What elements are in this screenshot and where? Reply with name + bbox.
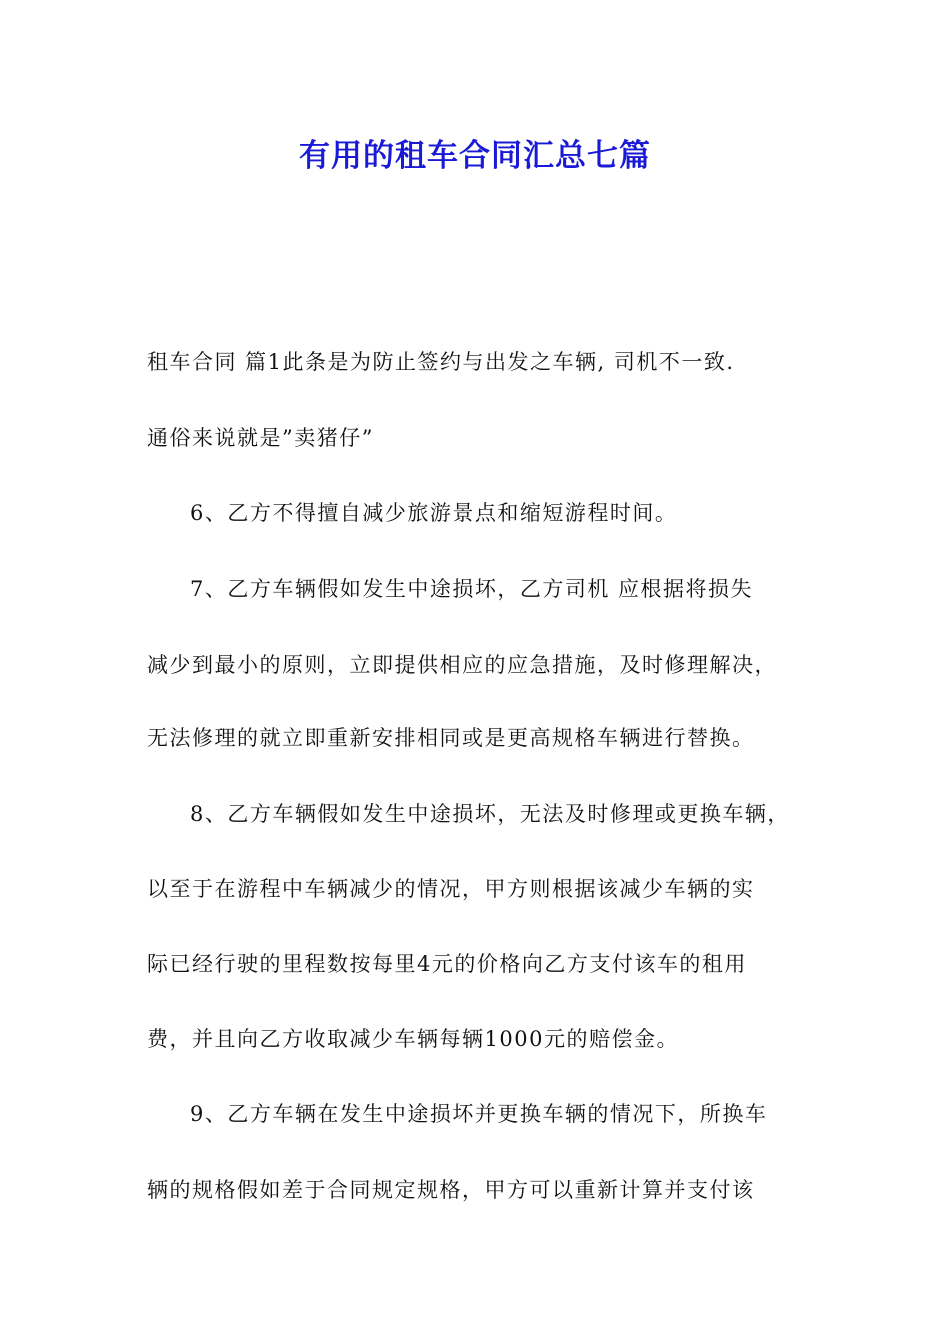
document-title: 有用的租车合同汇总七篇 (299, 138, 651, 174)
paragraph-line: 9、乙方车辆在发生中途损坏并更换车辆的情况下，所换车 (190, 1102, 768, 1126)
paragraph-line: 通俗来说就是”卖猪仔” (147, 426, 374, 450)
paragraph-line: 减少到最小的原则，立即提供相应的应急措施，及时修理解决， (147, 653, 777, 677)
paragraph-line: 8、乙方车辆假如发生中途损坏，无法及时修理或更换车辆， (190, 802, 790, 826)
paragraph-line: 无法修理的就立即重新安排相同或是更高规格车辆进行替换。 (147, 726, 755, 750)
paragraph-line: 费，并且向乙方收取减少车辆每辆1000元的赔偿金。 (147, 1027, 679, 1051)
paragraph-line: 6、乙方不得擅自减少旅游景点和缩短游程时间。 (190, 501, 678, 525)
paragraph-line: 际已经行驶的里程数按每里4元的价格向乙方支付该车的租用 (147, 952, 747, 976)
paragraph-line: 7、乙方车辆假如发生中途损坏，乙方司机 应根据将损失 (190, 577, 754, 601)
paragraph-line: 辆的规格假如差于合同规定规格，甲方可以重新计算并支付该 (147, 1178, 755, 1202)
paragraph-line: 以至于在游程中车辆减少的情况，甲方则根据该减少车辆的实 (147, 877, 755, 901)
paragraph-line: 租车合同 篇1此条是为防止签约与出发之车辆, 司机不一致. (147, 350, 735, 374)
